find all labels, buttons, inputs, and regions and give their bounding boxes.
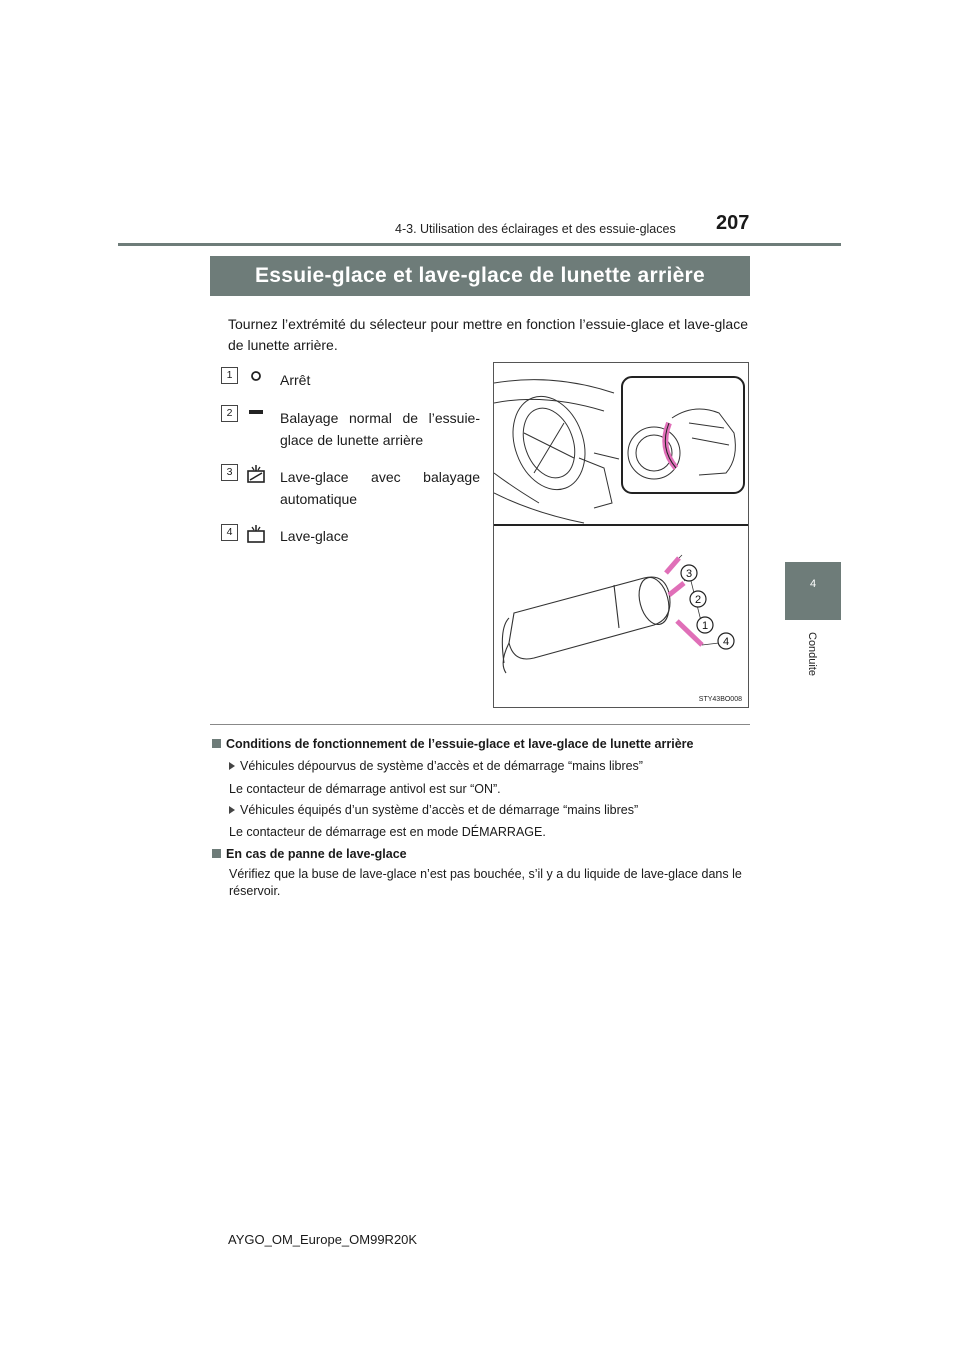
case2-label: Véhicules équipés d’un système d’accès et de démarrage “mains libres” xyxy=(240,803,639,817)
rear-washer-wipe-icon xyxy=(245,463,267,485)
item-label-3: Lave-glace avec balayage automatique xyxy=(280,469,480,507)
square-bullet-icon xyxy=(212,739,221,748)
triangle-bullet-icon xyxy=(229,806,235,814)
failure-heading xyxy=(212,847,407,861)
header-rule xyxy=(118,243,841,246)
item-number-2: 2 xyxy=(221,405,238,422)
square-bullet-icon xyxy=(212,849,221,858)
intro-text: Tournez l’extrémité du sélecteur pour mettre en fonction l’essuie-glace et lave-glace de lunette arrière. xyxy=(228,316,748,353)
case2-text: Le contacteur de démarrage est en mode DÉMARRAGE. xyxy=(229,825,546,839)
dash-icon xyxy=(245,401,267,423)
section-title: Essuie-glace et lave-glace de lunette arrière xyxy=(210,256,750,296)
item-number-3: 3 xyxy=(221,464,238,481)
item-label-1: Arrêt xyxy=(280,372,311,388)
conditions-heading xyxy=(212,737,693,751)
case2-bullet xyxy=(229,803,638,817)
callout-3: 3 xyxy=(685,568,693,580)
side-tab xyxy=(785,562,841,620)
item-number-4: 4 xyxy=(221,524,238,541)
failure-text: Vérifiez que la buse de lave-glace n’est pas bouchée, s’il y a du liquide de lave-glace dans le réservoir. xyxy=(229,867,742,898)
side-tab-label: Conduite xyxy=(806,632,818,677)
side-tab-number: 4 xyxy=(809,578,817,590)
conditions-title: Conditions de fonctionnement de l’essuie-glace et lave-glace de lunette arrière xyxy=(226,737,694,751)
running-header: 4-3. Utilisation des éclairages et des essuie-glaces xyxy=(395,222,676,236)
off-circle-icon xyxy=(245,365,267,387)
case1-bullet xyxy=(229,759,643,773)
callout-2: 2 xyxy=(694,594,702,606)
case1-label: Véhicules dépourvus de système d’accès et de démarrage “mains libres” xyxy=(240,759,643,773)
footer-code: AYGO_OM_Europe_OM99R20K xyxy=(228,1232,418,1247)
item-number-1: 1 xyxy=(221,367,238,384)
item-label-2: Balayage normal de l’essuie-glace de lunette arrière xyxy=(280,410,480,448)
wiper-lever-illustration xyxy=(493,362,749,708)
case1-text: Le contacteur de démarrage antivol est sur “ON”. xyxy=(229,782,501,796)
callout-1: 1 xyxy=(701,620,709,632)
rear-washer-icon xyxy=(245,523,267,545)
page-number: 207 xyxy=(716,212,750,234)
triangle-bullet-icon xyxy=(229,762,235,770)
callout-4: 4 xyxy=(722,636,730,648)
item-label-4: Lave-glace xyxy=(280,528,349,544)
failure-title: En cas de panne de lave-glace xyxy=(226,847,407,861)
figure-caption: STY43BO008 xyxy=(698,696,742,703)
section-divider xyxy=(210,724,750,725)
